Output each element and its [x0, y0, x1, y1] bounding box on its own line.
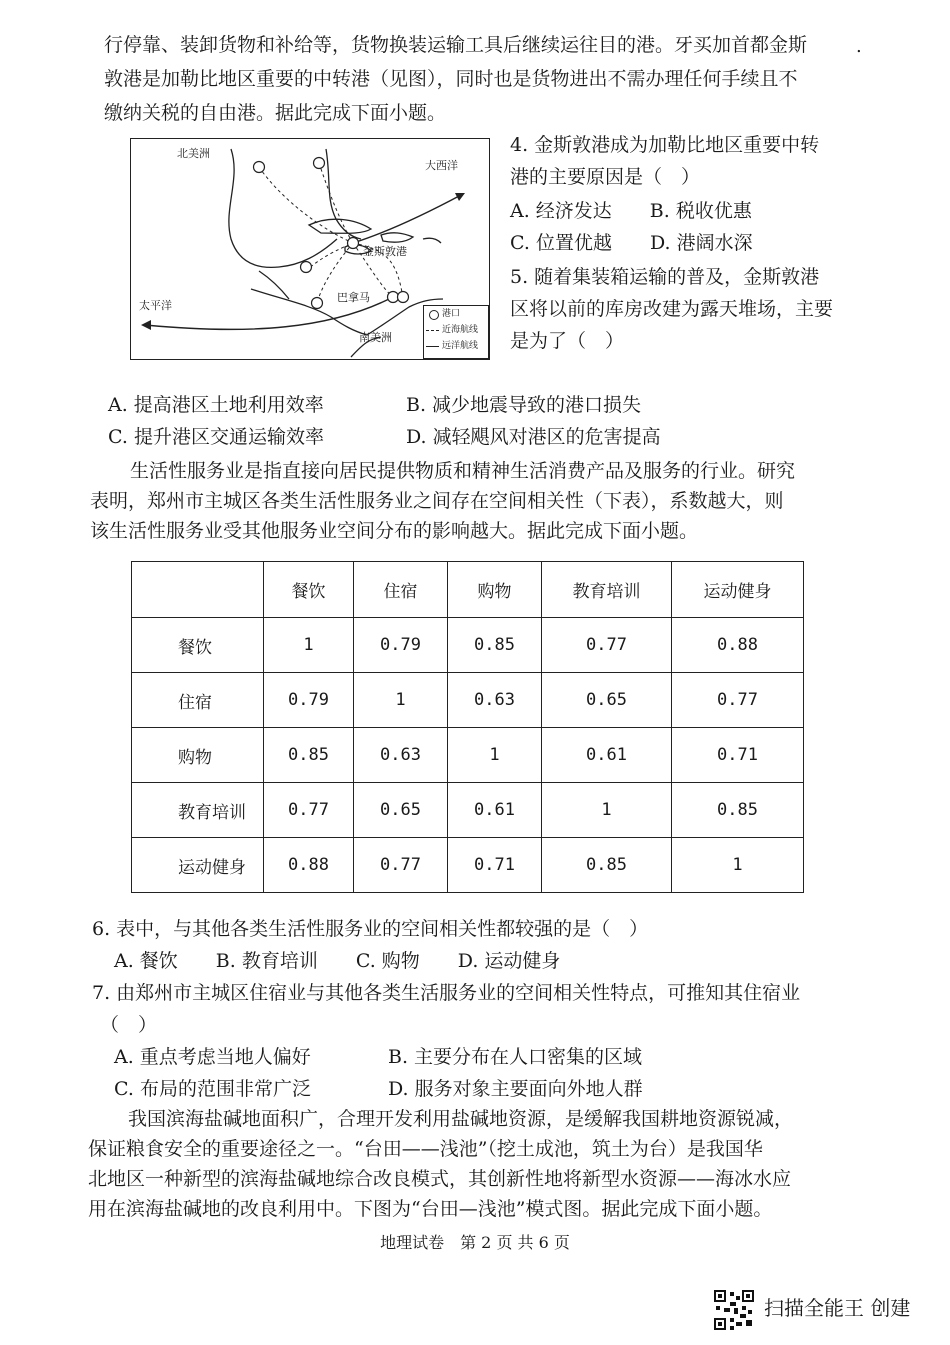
qr-code-icon: [714, 1290, 754, 1330]
passage2-line-2: 表明，郑州市主城区各类生活性服务业之间存在空间相关性（下表），系数越大，则: [90, 490, 784, 512]
q4-stem-line-2: 港的主要原因是（ ）: [510, 166, 701, 188]
intro-line-1: 行停靠、装卸货物和补给等，货物换装运输工具后继续运往目的港。牙买加首都金斯: [104, 34, 808, 56]
q5-option-d: D. 减轻飓风对港区的危害提高: [406, 426, 661, 448]
q5-stem-line-3: 是为了（ ）: [510, 330, 625, 352]
q4-options-row-1: A. 经济发达 B. 税收优惠: [510, 200, 752, 222]
q6-options: A. 餐饮 B. 教育培训 C. 购物 D. 运动健身: [114, 950, 561, 972]
row-header: 购物: [132, 728, 264, 783]
q7-option-c: C. 布局的范围非常广泛: [114, 1078, 311, 1100]
q5-stem-line-1: 5. 随着集装箱运输的普及，金斯敦港: [510, 266, 820, 288]
column-header: 教育培训: [542, 562, 672, 618]
table-header-row: [132, 562, 804, 618]
row-header: 运动健身: [132, 838, 264, 893]
table-row: [132, 838, 804, 893]
label-panama: 巴拿马: [337, 291, 370, 304]
table-cell: 0.77: [354, 838, 448, 893]
intro-line-2: 敦港是加勒比地区重要的中转港（见图），同时也是货物进出不需办理任何手续且不: [104, 68, 798, 90]
passage3-line-1: 我国滨海盐碱地面积广，合理开发利用盐碱地资源，是缓解我国耕地资源锐减，: [128, 1108, 794, 1130]
label-atlantic: 大西洋: [425, 159, 458, 172]
legend-ocean-route: 远洋航线: [424, 338, 488, 354]
table-cell: 1: [672, 838, 804, 893]
corner-mark: .: [856, 36, 862, 57]
table-cell: 0.71: [448, 838, 542, 893]
q7-stem: 7. 由郑州市主城区住宿业与其他各类生活服务业的空间相关性特点，可推知其住宿业: [92, 982, 801, 1004]
q5-option-b: B. 减少地震导致的港口损失: [406, 394, 642, 416]
intro-line-3: 缴纳关税的自由港。据此完成下面小题。: [104, 102, 447, 124]
scanner-brand: 扫描全能王 创建: [764, 1296, 911, 1320]
table-cell: 0.61: [542, 728, 672, 783]
q7-option-b: B. 主要分布在人口密集的区域: [388, 1046, 643, 1068]
page-footer: 地理试卷 第 2 页 共 6 页: [380, 1233, 570, 1252]
table-cell: 0.88: [264, 838, 354, 893]
column-header: 购物: [448, 562, 542, 618]
row-header: 餐饮: [132, 618, 264, 673]
label-north-america: 北美洲: [177, 147, 210, 160]
table-cell: 0.85: [672, 783, 804, 838]
table-corner: [132, 562, 264, 618]
table-cell: 0.71: [672, 728, 804, 783]
table-cell: 0.79: [264, 673, 354, 728]
table-cell: 0.65: [354, 783, 448, 838]
q4-stem-line-1: 4. 金斯敦港成为加勒比地区重要中转: [510, 134, 820, 156]
legend-near-route: 近海航线: [424, 322, 488, 338]
table-cell: 1: [264, 618, 354, 673]
label-pacific: 太平洋: [139, 299, 172, 312]
table-cell: 0.85: [264, 728, 354, 783]
table-row: [132, 673, 804, 728]
q7-option-d: D. 服务对象主要面向外地人群: [388, 1078, 643, 1100]
q5-option-a: A. 提高港区土地利用效率: [108, 394, 324, 416]
passage3-line-3: 北地区一种新型的滨海盐碱地综合改良模式，其创新性地将新型水资源——海冰水应: [88, 1168, 792, 1190]
table-row: [132, 728, 804, 783]
table-cell: 0.85: [448, 618, 542, 673]
table-cell: 1: [542, 783, 672, 838]
label-south-america: 南美洲: [359, 331, 392, 344]
table-cell: 0.77: [264, 783, 354, 838]
passage2-line-3: 该生活性服务业受其他服务业空间分布的影响越大。据此完成下面小题。: [90, 520, 699, 542]
table-row: [132, 783, 804, 838]
table-cell: 0.65: [542, 673, 672, 728]
q7-option-a: A. 重点考虑当地人偏好: [114, 1046, 311, 1068]
table-cell: 0.79: [354, 618, 448, 673]
column-header: 运动健身: [672, 562, 804, 618]
table-cell: 0.85: [542, 838, 672, 893]
passage3-line-4: 用在滨海盐碱地的改良利用中。下图为“台田—浅池”模式图。据此完成下面小题。: [88, 1198, 773, 1220]
table-cell: 0.61: [448, 783, 542, 838]
table-cell: 0.88: [672, 618, 804, 673]
table-cell: 0.63: [354, 728, 448, 783]
row-header: 教育培训: [132, 783, 264, 838]
q4-options-row-2: C. 位置优越 D. 港阔水深: [510, 232, 753, 254]
table-cell: 1: [354, 673, 448, 728]
passage3-line-2: 保证粮食安全的重要途径之一。“台田——浅池”（挖土成池，筑土为台）是我国华: [88, 1138, 763, 1160]
caribbean-map: [130, 138, 490, 360]
table-cell: 0.77: [672, 673, 804, 728]
column-header: 住宿: [354, 562, 448, 618]
legend-port: 港口: [424, 306, 488, 322]
passage2-line-1: 生活性服务业是指直接向居民提供物质和精神生活消费产品及服务的行业。研究: [130, 460, 796, 482]
q5-stem-line-2: 区将以前的库房改建为露天堆场，主要: [510, 298, 834, 320]
map-legend: [423, 305, 489, 359]
row-header: 住宿: [132, 673, 264, 728]
table-row: [132, 618, 804, 673]
table-cell: 1: [448, 728, 542, 783]
q5-option-c: C. 提升港区交通运输效率: [108, 426, 324, 448]
correlation-table: [131, 561, 804, 893]
q6-stem: 6. 表中，与其他各类生活性服务业的空间相关性都较强的是（ ）: [92, 918, 649, 940]
column-header: 餐饮: [264, 562, 354, 618]
label-kingston: 金斯敦港: [363, 245, 407, 258]
table-cell: 0.63: [448, 673, 542, 728]
q7-paren: （ ）: [100, 1014, 158, 1036]
table-cell: 0.77: [542, 618, 672, 673]
